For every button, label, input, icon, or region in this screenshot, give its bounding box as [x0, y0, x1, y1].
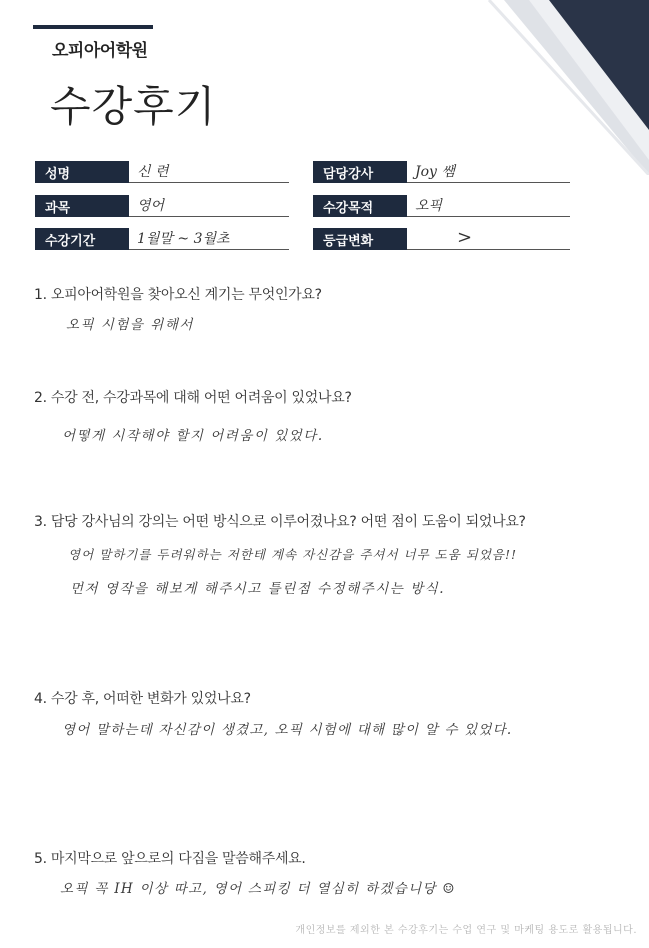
footer-notice: 개인정보를 제외한 본 수강후기는 수업 연구 및 마케팅 용도로 활용됩니다. [295, 925, 637, 936]
grade-value: > [407, 228, 570, 250]
question-3: 3. 담당 강사님의 강의는 어떤 방식으로 이루어졌나요? 어떤 점이 도움이 되었나요? [34, 514, 526, 530]
subject-value: 영어 [129, 195, 289, 217]
name-row [35, 161, 289, 183]
teacher-row [313, 161, 570, 183]
answer-1: 오픽 시험을 위해서 [66, 317, 194, 333]
purpose-label: 수강목적 [313, 195, 407, 217]
teacher-label: 담당강사 [313, 161, 407, 183]
question-5: 5. 마지막으로 앞으로의 다짐을 말씀해주세요. [34, 851, 306, 867]
page-title: 수강후기 [50, 82, 217, 131]
question-1: 1. 오피아어학원을 찾아오신 계기는 무엇인가요? [34, 287, 322, 303]
header-rule [33, 25, 153, 29]
answer-5: 오픽 꼭 IH 이상 따고, 영어 스피킹 더 열심히 하겠습니당 ☺ [60, 881, 456, 897]
answer-2: 어떻게 시작해야 할지 어려움이 있었다. [62, 428, 324, 444]
name-label: 성명 [35, 161, 129, 183]
purpose-value: 오픽 [407, 195, 570, 217]
subject-row [35, 195, 289, 217]
question-4: 4. 수강 후, 어떠한 변화가 있었나요? [34, 691, 251, 707]
answer-4: 영어 말하는데 자신감이 생겼고, 오픽 시험에 대해 많이 알 수 있었다. [62, 722, 513, 738]
subject-label: 과목 [35, 195, 129, 217]
period-row [35, 228, 289, 250]
period-value: 1월말 ~ 3월초 [129, 228, 289, 250]
question-2: 2. 수강 전, 수강과목에 대해 어떤 어려움이 있었나요? [34, 390, 352, 406]
grade-row [313, 228, 570, 250]
teacher-value: Joy 쌤 [407, 161, 570, 183]
answer-3-line-2: 먼저 영작을 해보게 해주시고 틀린점 수정해주시는 방식. [70, 581, 445, 597]
purpose-row [313, 195, 570, 217]
period-label: 수강기간 [35, 228, 129, 250]
answer-3-line-1: 영어 말하기를 두려워하는 저한테 계속 자신감을 주셔서 너무 도움 되었음!! [68, 547, 518, 562]
academy-name: 오피아어학원 [52, 41, 148, 61]
name-value: 신 련 [129, 161, 289, 183]
grade-label: 등급변화 [313, 228, 407, 250]
corner-decoration [449, 0, 649, 175]
